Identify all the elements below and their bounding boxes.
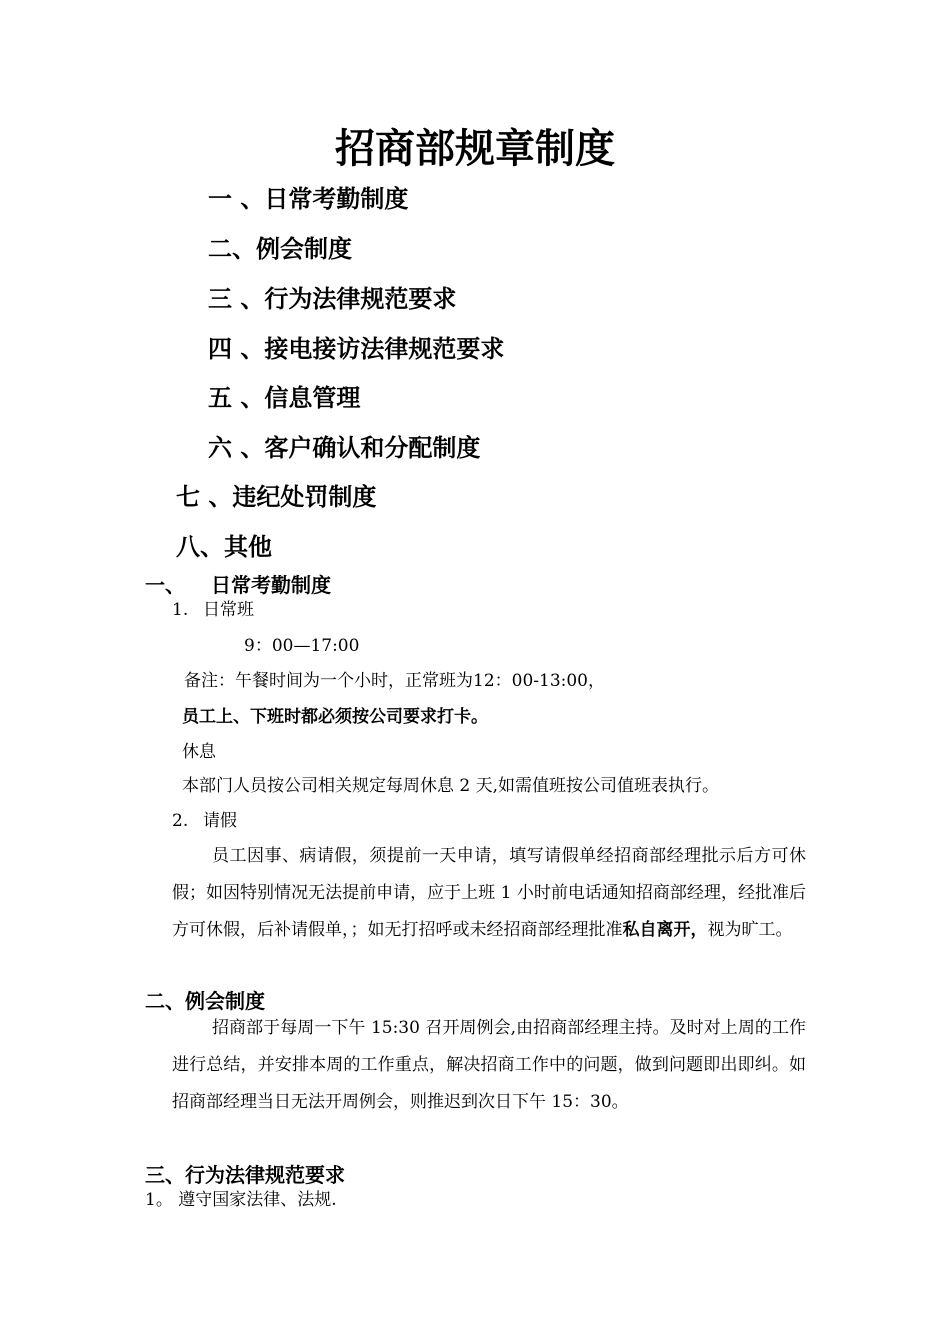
section1-heading: 日常考勤制度 — [211, 573, 331, 597]
toc-item-7: 七 、违纪处罚制度 — [176, 483, 377, 511]
leave-text-2: 视为旷工。 — [707, 920, 793, 940]
leave-text-bold: 私自离开， — [622, 920, 708, 940]
clock-in-rule: 员工上、下班时都必须按公司要求打卡。 — [182, 707, 488, 727]
leave-policy-paragraph — [172, 838, 806, 949]
toc-item-1: 一 、日常考勤制度 — [208, 185, 409, 213]
toc-item-2: 二、例会制度 — [208, 235, 352, 263]
item2-label: 请假 — [203, 811, 237, 831]
leave-text-1: 员工因事、病请假，须提前一天申请，填写请假单经招商部经理批示后方可休假；如因特别情况无法提前申请，应于上班 1 小时前电话通知招商部经理，经批准后方可休假，后补请假单，；如无打招呼或未经招商部经理批准 — [172, 846, 806, 940]
item2-number: 2. — [172, 811, 189, 831]
rest-label: 休息 — [182, 742, 216, 762]
section1-number: 一、 — [145, 573, 185, 597]
rest-text: 本部门人员按公司相关规定每周休息 2 天,如需值班按公司值班表执行。 — [182, 776, 720, 796]
document-title: 招商部规章制度 — [335, 126, 615, 172]
toc-item-5: 五 、信息管理 — [208, 384, 361, 412]
item1-number: 1. — [172, 600, 189, 620]
section2-heading: 二、例会制度 — [145, 989, 265, 1013]
toc-item-3: 三 、行为法律规范要求 — [208, 285, 457, 313]
work-hours: 9：00—17:00 — [244, 636, 360, 656]
section3-item1: 1。 遵守国家法律、法规. — [145, 1190, 337, 1210]
item1-label: 日常班 — [203, 600, 254, 620]
section3-heading: 三、行为法律规范要求 — [145, 1163, 345, 1187]
toc-item-6: 六 、客户确认和分配制度 — [208, 434, 481, 462]
toc-item-8: 八、其他 — [176, 533, 272, 561]
lunch-note: 备注：午餐时间为一个小时，正常班为12：00-13:00， — [184, 671, 605, 691]
meeting-paragraph: 招商部于每周一下午 15:30 召开周例会,由招商部经理主持。及时对上周的工作进行总结，并安排本周的工作重点，解决招商工作中的问题，做到问题即出即纠。如招商部经理当日无法开周例会，则推迟到次日下午 15：30。 — [172, 1018, 806, 1112]
toc-item-4: 四 、接电接访法律规范要求 — [208, 335, 505, 363]
